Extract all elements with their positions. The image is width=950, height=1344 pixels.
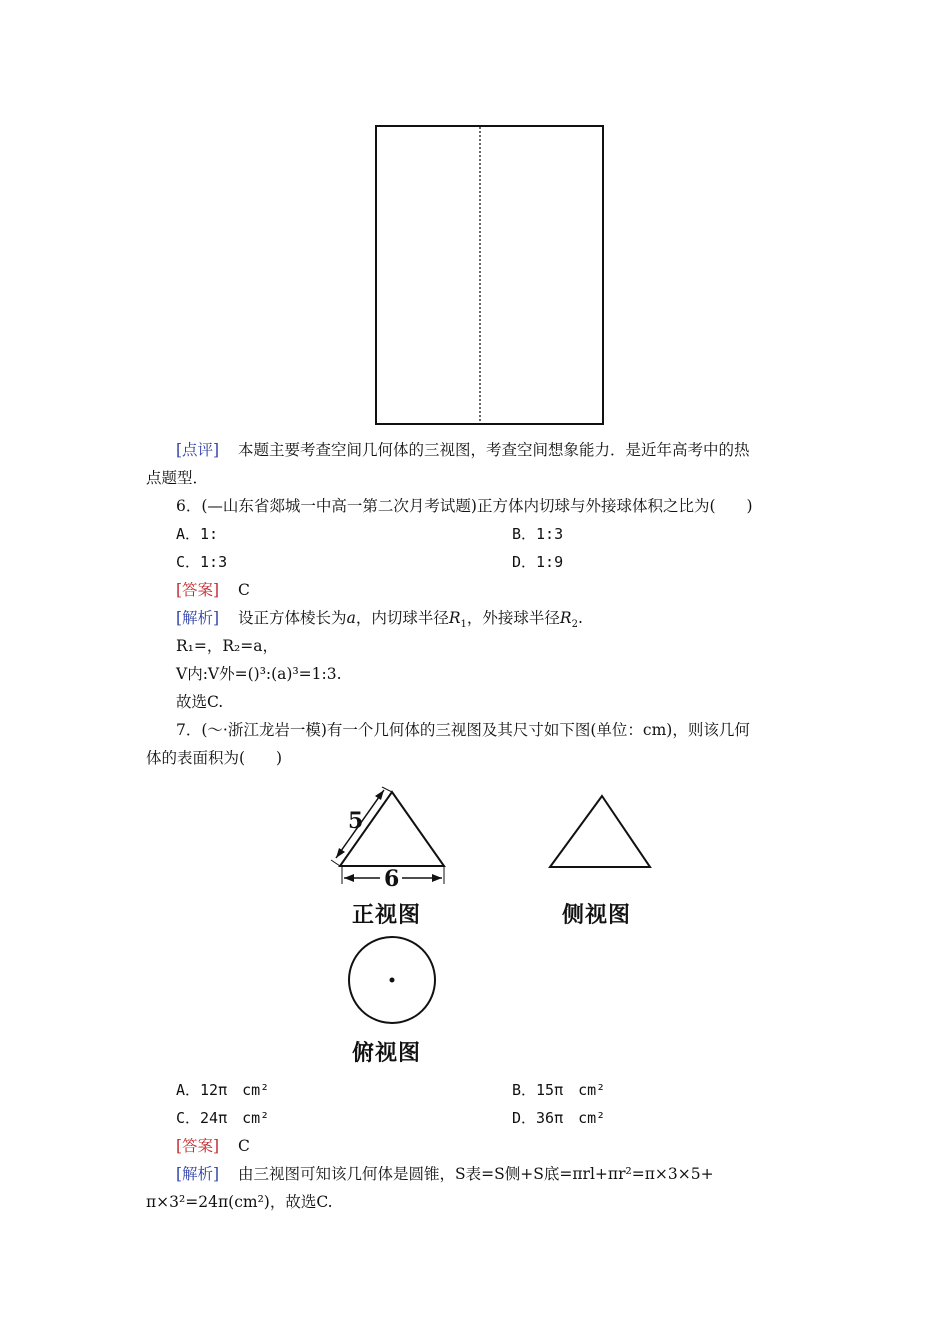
q7-stem-line-2: 体的表面积为( ) — [146, 749, 283, 767]
base-arrow-right — [432, 874, 442, 882]
q6-analysis-text-b: ，内切球半径 — [355, 609, 449, 627]
q6-analysis-line-2: R₁=，R₂=a， — [176, 637, 278, 655]
q7-option-d: D．36π cm² — [512, 1109, 606, 1127]
q7-answer-value: C — [238, 1137, 250, 1155]
comment-text-1: 本题主要考查空间几何体的三视图，考查空间想象能力．是近年高考中的热 — [238, 441, 750, 459]
q6-option-c: C．1:3 — [176, 553, 228, 571]
q7-option-c: C．24π cm² — [176, 1109, 270, 1127]
slant-arrow-bottom — [336, 848, 345, 858]
q6-analysis-line-4: 故选C. — [176, 693, 224, 711]
q7-analysis-text-1: 由三视图可知该几何体是圆锥，S表=S侧+S底=πrl+πr²=π×3×5+ — [238, 1165, 714, 1183]
top-view-center-dot — [390, 978, 395, 983]
q7-analysis-line-1 — [176, 1164, 714, 1184]
q7-stem-line-1: 7．(～·浙江龙岩一模)有一个几何体的三视图及其尺寸如下图(单位：cm)，则该几何 — [176, 721, 750, 739]
slant-ext-2 — [331, 860, 340, 866]
q6-sub-1: 1 — [460, 619, 467, 631]
q6-analysis-text-c: ，外接球半径 — [466, 609, 560, 627]
q7-answer-tag: [答案] — [176, 1137, 220, 1155]
q6-answer-value: C — [238, 581, 250, 599]
q6-analysis-end: . — [577, 609, 583, 627]
comment-line-1 — [176, 440, 750, 460]
q6-var-r1: R — [448, 609, 461, 627]
comment-line-2: 点题型． — [146, 469, 209, 487]
q6-analysis-tag: [解析] — [176, 609, 220, 627]
q7-option-a: A．12π cm² — [176, 1081, 270, 1099]
q6-option-b: B．1:3 — [512, 525, 564, 543]
slant-arrow-top — [375, 790, 384, 800]
q6-var-r2: R — [559, 609, 572, 627]
q6-option-a: A．1: — [176, 525, 219, 543]
side-view-label: 侧视图 — [562, 903, 632, 928]
base-dimension-label: 6 — [384, 866, 400, 892]
q6-answer-tag: [答案] — [176, 581, 220, 599]
q7-answer — [176, 1136, 250, 1156]
side-view-triangle — [550, 796, 650, 867]
q6-sub-2: 2 — [571, 619, 578, 631]
q6-analysis-line-1 — [176, 608, 583, 635]
q6-option-d: D．1:9 — [512, 553, 564, 571]
top-view-label: 俯视图 — [352, 1041, 422, 1066]
slant-dimension-label: 5 — [348, 808, 364, 834]
q6-analysis-text-a: 设正方体棱长为 — [238, 609, 347, 627]
q6-analysis-line-3: V内:V外=()³:(a)³=1:3. — [176, 665, 342, 683]
front-view-label: 正视图 — [352, 903, 422, 928]
three-view-rectangle-figure — [374, 124, 606, 428]
comment-tag: [点评] — [176, 441, 220, 459]
q7-analysis-tag: [解析] — [176, 1165, 220, 1183]
outer-rectangle — [376, 126, 603, 424]
q6-stem: 6．(—山东省郯城一中高一第二次月考试题)正方体内切球与外接球体积之比为( ) — [176, 497, 753, 515]
q6-answer — [176, 580, 250, 600]
q7-analysis-line-2: π×3²=24π(cm²)，故选C. — [146, 1193, 333, 1211]
base-arrow-left — [344, 874, 354, 882]
q6-var-a: a — [346, 609, 356, 627]
q7-option-b: B．15π cm² — [512, 1081, 606, 1099]
